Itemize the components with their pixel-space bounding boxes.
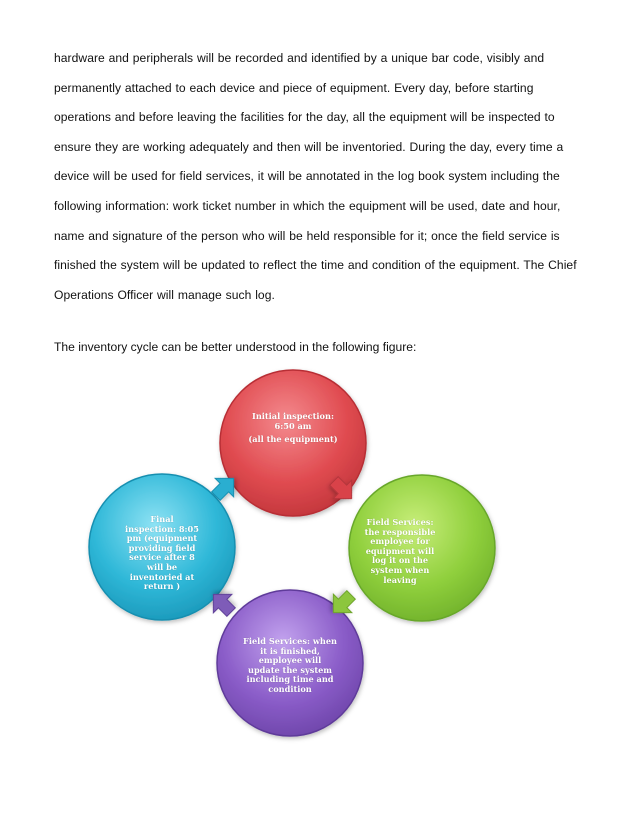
figure-caption: The inventory cycle can be better understood in the following figure: xyxy=(54,340,417,354)
initial-inspection-time: 6:50 am xyxy=(274,420,312,431)
body-paragraph: hardware and peripherals will be recorded and identified by a unique bar code, visibly and permanently attached to each device and piece of equipment. Every day, before starting operations and before leaving the facilities for the day, all the equipment will be inspected to ensure they are working adequately and then will be inventoried. During the day, every time a device will be used for field services, it will be annotated in the log book system including the following information: work ticket number in which the equipment will be used, date and hour, name and signature of the person who will be held responsible for it; once the field service is finished the system will be updated to reflect the time and condition of the equipment. The Chief Operations Officer will manage such log. xyxy=(54,51,577,302)
initial-inspection-label xyxy=(238,412,348,445)
initial-inspection-title: Initial inspection: xyxy=(252,411,334,421)
field-services-finished-label: Field Services: when it is finished, employee will update the system including time and condition xyxy=(243,636,337,694)
final-inspection-label: Final inspection: 8:05 pm (equipment providing field service after 8 will be inventoried at return ) xyxy=(125,514,199,592)
field-services-leaving-label: Field Services: the responsible employee for equipment will log it on the system when leaving xyxy=(364,517,436,585)
initial-inspection-scope: (all the equipment) xyxy=(248,434,338,445)
